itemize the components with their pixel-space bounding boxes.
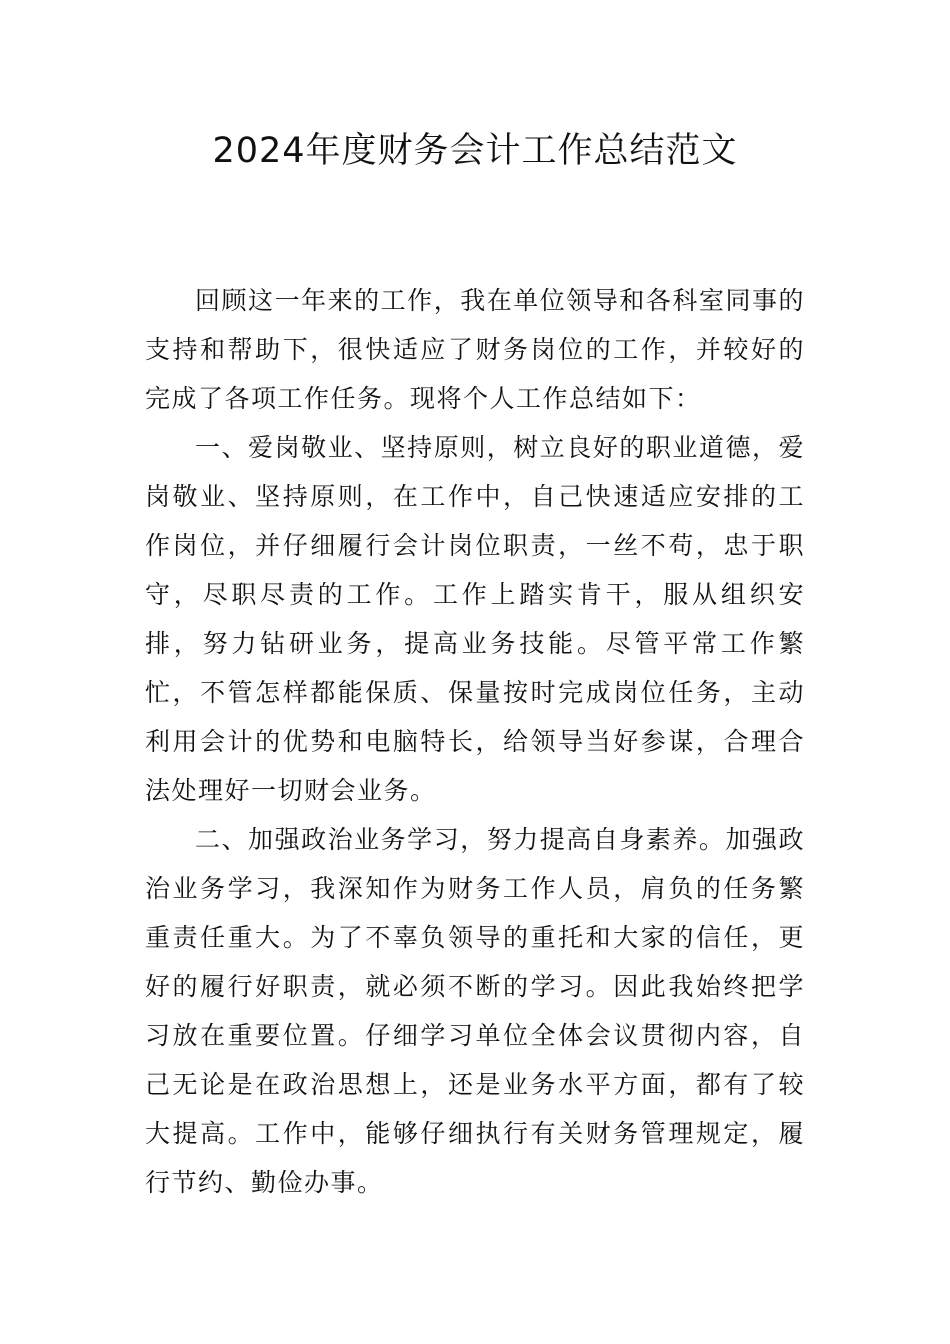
document-title: 2024年度财务会计工作总结范文 — [212, 131, 738, 171]
document-body — [145, 276, 805, 1207]
paragraph-section-one: 一、爱岗敬业、坚持原则，树立良好的职业道德，爱岗敬业、坚持原则，在工作中，自己快速适应安排的工作岗位，并仔细履行会计岗位职责，一丝不苟，忠于职守，尽职尽责的工作。工作上踏实肯干，服从组织安排，努力钻研业务，提高业务技能。尽管平常工作繁忙，不管怎样都能保质、保量按时完成岗位任务，主动利用会计的优势和电脑特长，给领导当好参谋，合理合法处理好一切财会业务。 — [145, 433, 805, 805]
paragraph-section-two: 二、加强政治业务学习，努力提高自身素养。加强政治业务学习，我深知作为财务工作人员，肩负的任务繁重责任重大。为了不辜负领导的重托和大家的信任，更好的履行好职责，就必须不断的学习。因此我始终把学习放在重要位置。仔细学习单位全体会议贯彻内容，自己无论是在政治思想上，还是业务水平方面，都有了较大提高。工作中，能够仔细执行有关财务管理规定，履行节约、勤俭办事。 — [145, 825, 805, 1197]
paragraph-intro: 回顾这一年来的工作，我在单位领导和各科室同事的支持和帮助下，很快适应了财务岗位的工作，并较好的完成了各项工作任务。现将个人工作总结如下： — [145, 286, 805, 413]
